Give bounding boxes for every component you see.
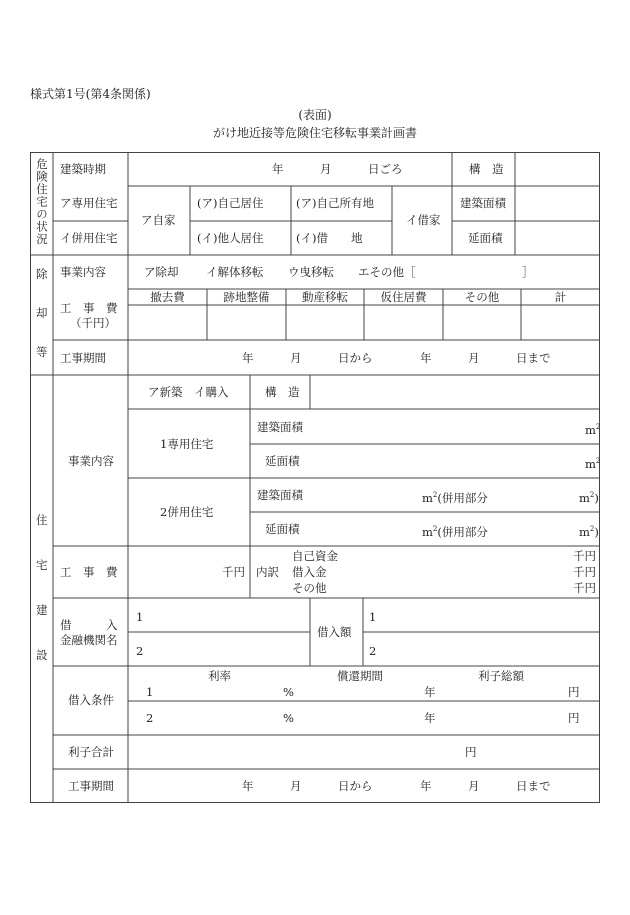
lender-label-2: 金融機関名 (60, 633, 118, 647)
form-title: がけ地近接等危険住宅移転事業計画書 (212, 126, 417, 140)
period-to-year: 年 (420, 351, 432, 365)
interest-total-yen: 円 (465, 745, 477, 759)
side-label: (表面) (298, 108, 332, 122)
section2-heading-3: 等 (36, 345, 48, 359)
build-area-label-3: 建築面積 (257, 488, 303, 502)
cost-col-site: 跡地整備 (223, 290, 270, 304)
period-to-month: 月 (468, 351, 480, 365)
cperiod-to-year: 年 (420, 779, 432, 793)
unit-m2-close: $m^2$) (579, 524, 599, 539)
option-tow: ウ曳移転 (288, 265, 334, 279)
lender-no2: 2 (136, 644, 144, 658)
table-grid (30, 152, 600, 803)
unit-m2-close: $m^2$) (579, 490, 599, 505)
unit-m2: $m^2$ (585, 422, 601, 437)
unit-m2-combined: $m^2$(併用部分 (422, 490, 488, 505)
period-from-year: 年 (242, 351, 254, 365)
build-time-month: 月 (320, 162, 332, 176)
loan-no1: 1 (369, 610, 377, 624)
rate-header: 利率 (208, 669, 231, 683)
construction-cost-label: 工 事 費 (60, 565, 118, 579)
floor-area-label: 延面積 (468, 231, 503, 245)
build-time-year: 年 (272, 162, 284, 176)
construction-cost-unit: 千円 (222, 565, 245, 579)
term-no1: 1 (146, 685, 154, 699)
breakdown-label: 内訳 (256, 565, 279, 579)
cost-col-total: 計 (554, 290, 567, 304)
structure-label: 構 造 (469, 162, 504, 176)
term1-percent: % (283, 685, 294, 699)
cost-label: 工 事 費 (60, 301, 118, 315)
fund-loan-unit: 千円 (573, 565, 596, 579)
term2-year: 年 (424, 711, 436, 725)
own-residence: (ア)自己居住 (197, 196, 264, 210)
term1-year: 年 (424, 685, 436, 699)
cost-col-other: その他 (464, 290, 500, 304)
build-area-label-2: 建築面積 (257, 420, 303, 434)
build-time-label: 建築時期 (60, 162, 106, 176)
term1-yen: 円 (568, 685, 580, 699)
removal-period-label: 工事期間 (60, 351, 106, 365)
cost-col-removal: 撤去費 (150, 290, 185, 304)
lender-label: 借 入 (60, 618, 118, 632)
unit-m2: $m^2$ (585, 456, 601, 471)
floor-area-label-2: 延面積 (265, 454, 300, 468)
leased-land: (イ)借 地 (296, 231, 363, 245)
option-other: エその他［ (358, 265, 416, 279)
fund-other-unit: 千円 (573, 581, 596, 595)
cperiod-from-day: 日から (338, 779, 373, 793)
new-or-buy: ア新築 イ購入 (148, 385, 229, 399)
loan-amount-label: 借入額 (317, 625, 352, 639)
option-other-close: ］ (522, 265, 534, 279)
period-to-day: 日まで (516, 351, 551, 365)
cperiod-to-day: 日まで (516, 779, 551, 793)
structure-label-2: 構 造 (265, 385, 300, 399)
removal-content-label: 事業内容 (60, 265, 106, 279)
fund-other: その他 (292, 581, 327, 595)
floor-area-label-3: 延面積 (265, 522, 300, 536)
fund-own-unit: 千円 (573, 549, 596, 563)
own-house: ア自家 (141, 213, 176, 227)
combined-house-2: 2併用住宅 (160, 505, 214, 519)
lender-no1: 1 (136, 610, 144, 624)
cperiod-from-year: 年 (242, 779, 254, 793)
construction-period-label: 工事期間 (68, 779, 114, 793)
construction-content-label: 事業内容 (68, 454, 114, 468)
period-from-month: 月 (290, 351, 302, 365)
build-area-label: 建築面積 (460, 196, 506, 210)
section1-heading: 危険住宅の状況 (35, 158, 49, 246)
cperiod-to-month: 月 (468, 779, 480, 793)
cost-col-movables: 動産移転 (302, 290, 348, 304)
cost-unit: （千円） (70, 316, 116, 330)
combined-house: イ併用住宅 (60, 231, 118, 245)
section3-heading-4: 設 (36, 648, 48, 662)
cost-col-temporary: 仮住居費 (380, 290, 427, 304)
section2-heading-1: 除 (36, 267, 48, 281)
unit-m2-combined: $m^2$(併用部分 (422, 524, 488, 539)
term-no2: 2 (146, 711, 154, 725)
section2-heading-2: 却 (36, 306, 48, 320)
plan-table (30, 152, 600, 803)
other-residence: (イ)他人居住 (197, 231, 264, 245)
fund-own: 自己資金 (292, 549, 338, 563)
repay-header: 償還期間 (337, 669, 383, 683)
rented-house: イ借家 (406, 213, 441, 227)
interest-total-label: 利子合計 (68, 745, 114, 759)
section3-heading-3: 建 (36, 603, 48, 617)
dedicated-house: ア専用住宅 (60, 196, 118, 210)
fund-loan: 借入金 (292, 565, 327, 579)
cperiod-from-month: 月 (290, 779, 302, 793)
dedicated-house-2: 1専用住宅 (160, 437, 214, 451)
build-time-day: 日ごろ (368, 162, 403, 176)
option-removal: ア除却 (144, 265, 179, 279)
term2-percent: % (283, 711, 294, 725)
form-code: 様式第1号(第4条関係) (30, 87, 151, 101)
option-dismantle: イ解体移転 (206, 265, 264, 279)
section3-heading-2: 宅 (36, 558, 48, 572)
loan-no2: 2 (369, 644, 377, 658)
period-from-day: 日から (338, 351, 373, 365)
interest-header: 利子総額 (478, 669, 524, 683)
loan-terms-label: 借入条件 (68, 693, 114, 707)
own-land: (ア)自己所有地 (296, 196, 374, 210)
section3-heading-1: 住 (36, 513, 48, 527)
term2-yen: 円 (568, 711, 580, 725)
